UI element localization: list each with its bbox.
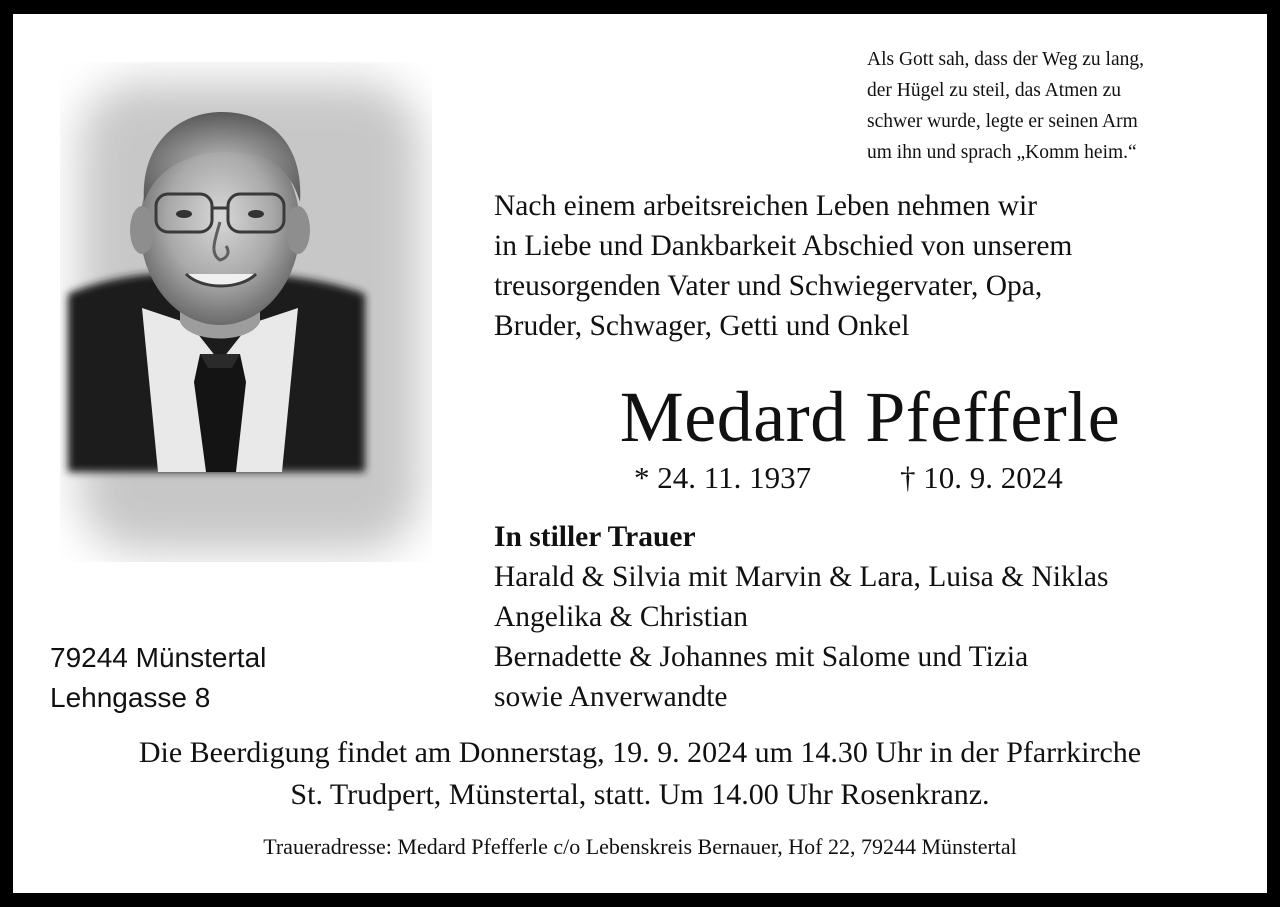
mourners-list: [494, 517, 1254, 717]
intro-line: Nach einem arbeitsreichen Leben nehmen wir: [494, 190, 1038, 222]
funeral-line: Die Beerdigung findet am Donnerstag, 19. 9. 2024 um 14.30 Uhr in der Pfarrkirche: [138, 736, 1142, 769]
intro-line: treusorgenden Vater und Schwiegervater, Opa,: [494, 270, 1043, 302]
funeral-line: St. Trudpert, Münstertal, statt. Um 14.00 Uhr Rosenkranz.: [290, 778, 990, 811]
mourners-heading: In stiller Trauer: [494, 521, 696, 553]
mourning-address: Traueradresse: Medard Pfefferle c/o Lebenskreis Bernauer, Hof 22, 79244 Münstertal: [263, 834, 1017, 859]
family-address: [50, 638, 266, 718]
birth-date: * 24. 11. 1937: [634, 460, 812, 495]
mourner-line: Bernadette & Johannes mit Salome und Tizia: [494, 641, 1029, 673]
obituary-card: [13, 14, 1267, 893]
mourner-line: sowie Anverwandte: [494, 681, 728, 713]
quote-line: um ihn und sprach „Komm heim.“: [867, 142, 1137, 163]
address-street: Lehngasse 8: [50, 682, 211, 713]
quote-line: schwer wurde, legte er seinen Arm: [867, 111, 1138, 132]
intro-text: [494, 186, 1254, 346]
deceased-name: Medard Pfefferle: [619, 377, 1121, 457]
funeral-notice: [13, 732, 1267, 816]
quote-text: [867, 44, 1247, 168]
address-city: 79244 Münstertal: [50, 642, 267, 673]
portrait-photo: [60, 62, 432, 562]
intro-line: Bruder, Schwager, Getti und Onkel: [494, 310, 910, 342]
mourner-line: Harald & Silvia mit Marvin & Lara, Luisa & Niklas: [494, 561, 1109, 593]
death-date: † 10. 9. 2024: [900, 460, 1063, 495]
quote-line: Als Gott sah, dass der Weg zu lang,: [867, 49, 1144, 70]
quote-line: der Hügel zu steil, das Atmen zu: [867, 80, 1121, 101]
intro-line: in Liebe und Dankbarkeit Abschied von unserem: [494, 230, 1073, 262]
mourner-line: Angelika & Christian: [494, 601, 748, 633]
